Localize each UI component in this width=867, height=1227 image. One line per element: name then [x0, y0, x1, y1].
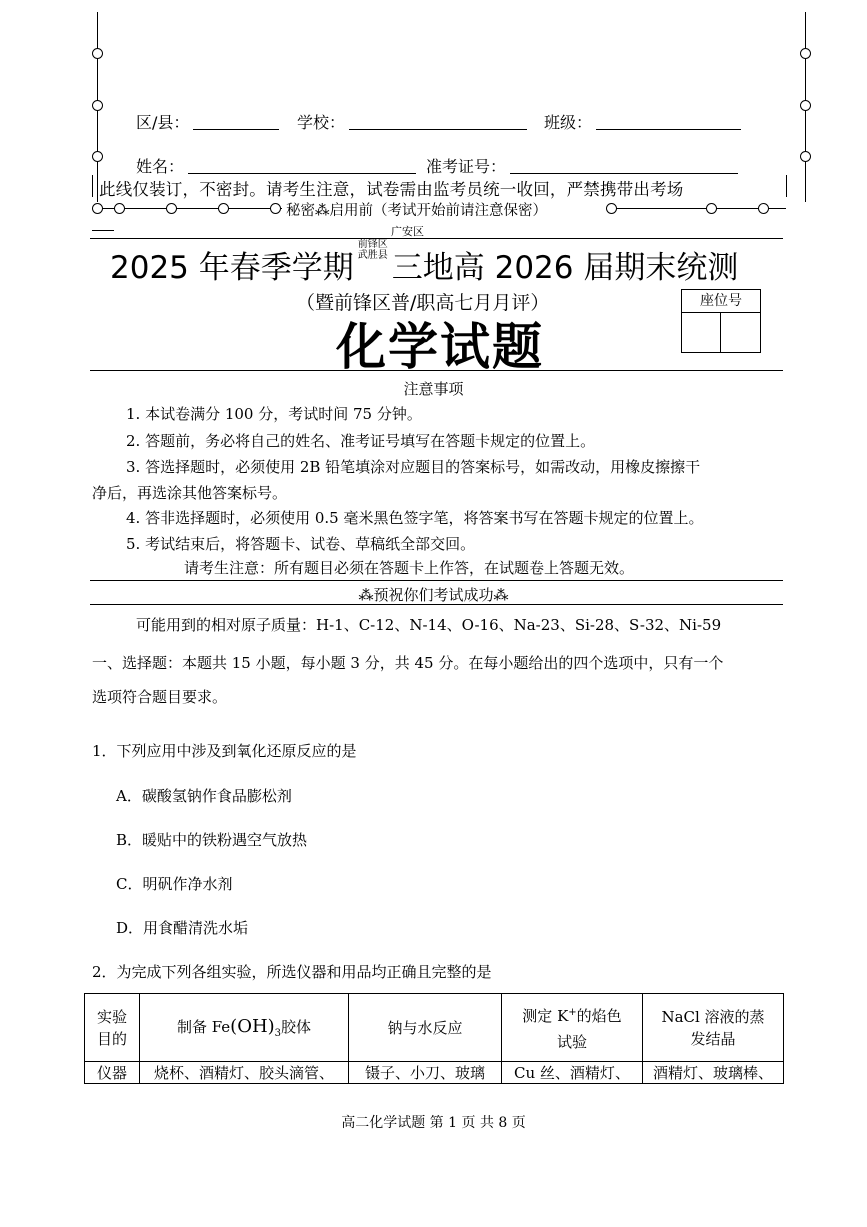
table-cell: [502, 994, 643, 1062]
seat-cell[interactable]: [682, 313, 721, 352]
seal-ring-icon: [706, 203, 717, 214]
table-cell: Cu 丝、酒精灯、: [502, 1062, 643, 1084]
seal-ring-icon: [270, 203, 281, 214]
binding-hole-icon: [92, 48, 103, 59]
seal-ring-icon: [166, 203, 177, 214]
question-stem: 1．下列应用中涉及到氧化还原反应的是: [92, 742, 357, 760]
table-cell: 酒精灯、玻璃棒、: [643, 1062, 784, 1084]
exam-id-label: 准考证号：: [426, 157, 507, 176]
secret-notice: 秘密⁂启用前（考试开始前请注意保密）: [284, 199, 549, 220]
seat-number-box: [681, 289, 761, 353]
note-item: 5. 考试结束后，将答题卡、试卷、草稿纸全部交回。: [126, 535, 476, 553]
cell-text: 3: [274, 1028, 282, 1039]
binding-hole-icon: [800, 151, 811, 162]
exam-subtitle: （暨前锋区普/职高七月月评）: [296, 292, 550, 314]
option-a[interactable]: A．碳酸氢钠作食品膨松剂: [116, 787, 292, 805]
table-cell: 镊子、小刀、玻璃: [349, 1062, 502, 1084]
question-stem: 2．为完成下列各组实验，所选仪器和用品均正确且完整的是: [92, 963, 492, 981]
cell-text: NaCl 溶液的蒸: [661, 1007, 765, 1026]
subject-title: 化学试题: [336, 318, 544, 376]
exam-title-line: [110, 239, 739, 287]
header-rule: [90, 238, 783, 239]
experiment-table: [84, 993, 784, 1084]
district-field: [136, 110, 279, 133]
seal-notice: 此线仅装订，不密封。请考生注意，试卷需由监考员统一收回，严禁携带出考场: [99, 180, 684, 199]
class-blank[interactable]: [596, 115, 741, 130]
school-blank[interactable]: [349, 115, 527, 130]
cell-text: 的焰色: [576, 1007, 622, 1025]
name-blank[interactable]: [188, 159, 416, 174]
cell-text: (OH): [230, 1016, 275, 1037]
notes-rule: [90, 580, 783, 581]
seal-line-end: [92, 230, 114, 231]
name-field: [136, 154, 416, 177]
note-item: 3. 答选择题时，必须使用 2B 铅笔填涂对应题目的答案标号，如需改动，用橡皮擦擦干: [126, 458, 701, 476]
cell-text: 胶体: [281, 1018, 312, 1036]
title-rule: [90, 370, 783, 371]
district-label: 区/县：: [136, 113, 190, 132]
table-cell: [643, 994, 784, 1062]
good-luck-text: ⁂预祝你们考试成功⁂: [358, 586, 509, 604]
option-d[interactable]: D．用食醋清洗水垢: [116, 919, 249, 937]
exam-id-blank[interactable]: [510, 159, 738, 174]
section-intro: 选项符合题目要求。: [92, 688, 228, 706]
note-item: 2. 答题前，务必将自己的姓名、准考证号填写在答题卡规定的位置上。: [126, 432, 596, 450]
name-label: 姓名：: [136, 157, 185, 176]
cell-text: 发结晶: [690, 1029, 736, 1048]
title-exam-name: 三地高 2026 届期末统测: [391, 250, 739, 286]
title-term: 2025 年春季学期: [110, 250, 354, 286]
notes-reminder: 请考生注意：所有题目必须在答题卡上作答，在试题卷上答题无效。: [184, 559, 635, 577]
binding-hole-icon: [800, 100, 811, 111]
binding-hole-icon: [92, 151, 103, 162]
table-cell: 钠与水反应: [349, 994, 502, 1062]
district-bottom: 武胜县: [357, 250, 388, 261]
table-cell: [85, 994, 140, 1062]
cell-text: 目的: [96, 1029, 127, 1048]
seal-ring-icon: [114, 203, 125, 214]
class-label: 班级：: [544, 113, 593, 132]
district-stack: [357, 239, 388, 261]
section-intro: 一、选择题：本题共 15 小题，每小题 3 分，共 45 分。在每小题给出的四个选项中，只有一个: [92, 654, 724, 672]
district-top: 广安区: [391, 225, 424, 238]
atomic-masses: 可能用到的相对原子质量：H-1、C-12、N-14、O-16、Na-23、Si-28、S-32、Ni-59: [136, 616, 722, 634]
seat-cell[interactable]: [721, 313, 759, 352]
school-label: 学校：: [297, 113, 346, 132]
seat-label: 座位号: [682, 290, 760, 313]
note-item: 4. 答非选择题时，必须使用 0.5 毫米黑色签字笔，将答案书写在答题卡规定的位置上。: [126, 509, 704, 527]
table-row: [85, 994, 784, 1062]
note-item: 净后，再选涂其他答案标号。: [92, 484, 288, 502]
table-cell: 烧杯、酒精灯、胶头滴管、: [140, 1062, 349, 1084]
cell-text: 制备 Fe: [176, 1018, 231, 1036]
seal-ring-icon: [606, 203, 617, 214]
notes-rule-bottom: [90, 604, 783, 605]
cell-text: +: [568, 1007, 577, 1018]
seal-ring-icon: [92, 203, 103, 214]
seal-ring-icon: [758, 203, 769, 214]
cell-text: 试验: [556, 1033, 587, 1051]
table-cell: [140, 994, 349, 1062]
cell-text: 实验: [96, 1007, 127, 1026]
option-b[interactable]: B．暖贴中的铁粉遇空气放热: [116, 831, 308, 849]
note-item: 1. 本试卷满分 100 分，考试时间 75 分钟。: [126, 405, 422, 423]
option-c[interactable]: C．明矾作净水剂: [116, 875, 233, 893]
class-field: [544, 110, 741, 133]
page-footer: 高二化学试题 第 1 页 共 8 页: [341, 1115, 526, 1131]
district-blank[interactable]: [193, 115, 279, 130]
table-cell: 仪器: [85, 1062, 140, 1084]
cell-text: 测定 K: [522, 1007, 569, 1025]
seal-ring-icon: [218, 203, 229, 214]
table-row: [85, 1062, 784, 1084]
school-field: [297, 110, 527, 133]
exam-id-field: [426, 154, 738, 177]
binding-hole-icon: [800, 48, 811, 59]
binding-hole-icon: [92, 100, 103, 111]
district-mid: 前锋区: [357, 239, 388, 250]
notes-heading: 注意事项: [403, 380, 464, 398]
